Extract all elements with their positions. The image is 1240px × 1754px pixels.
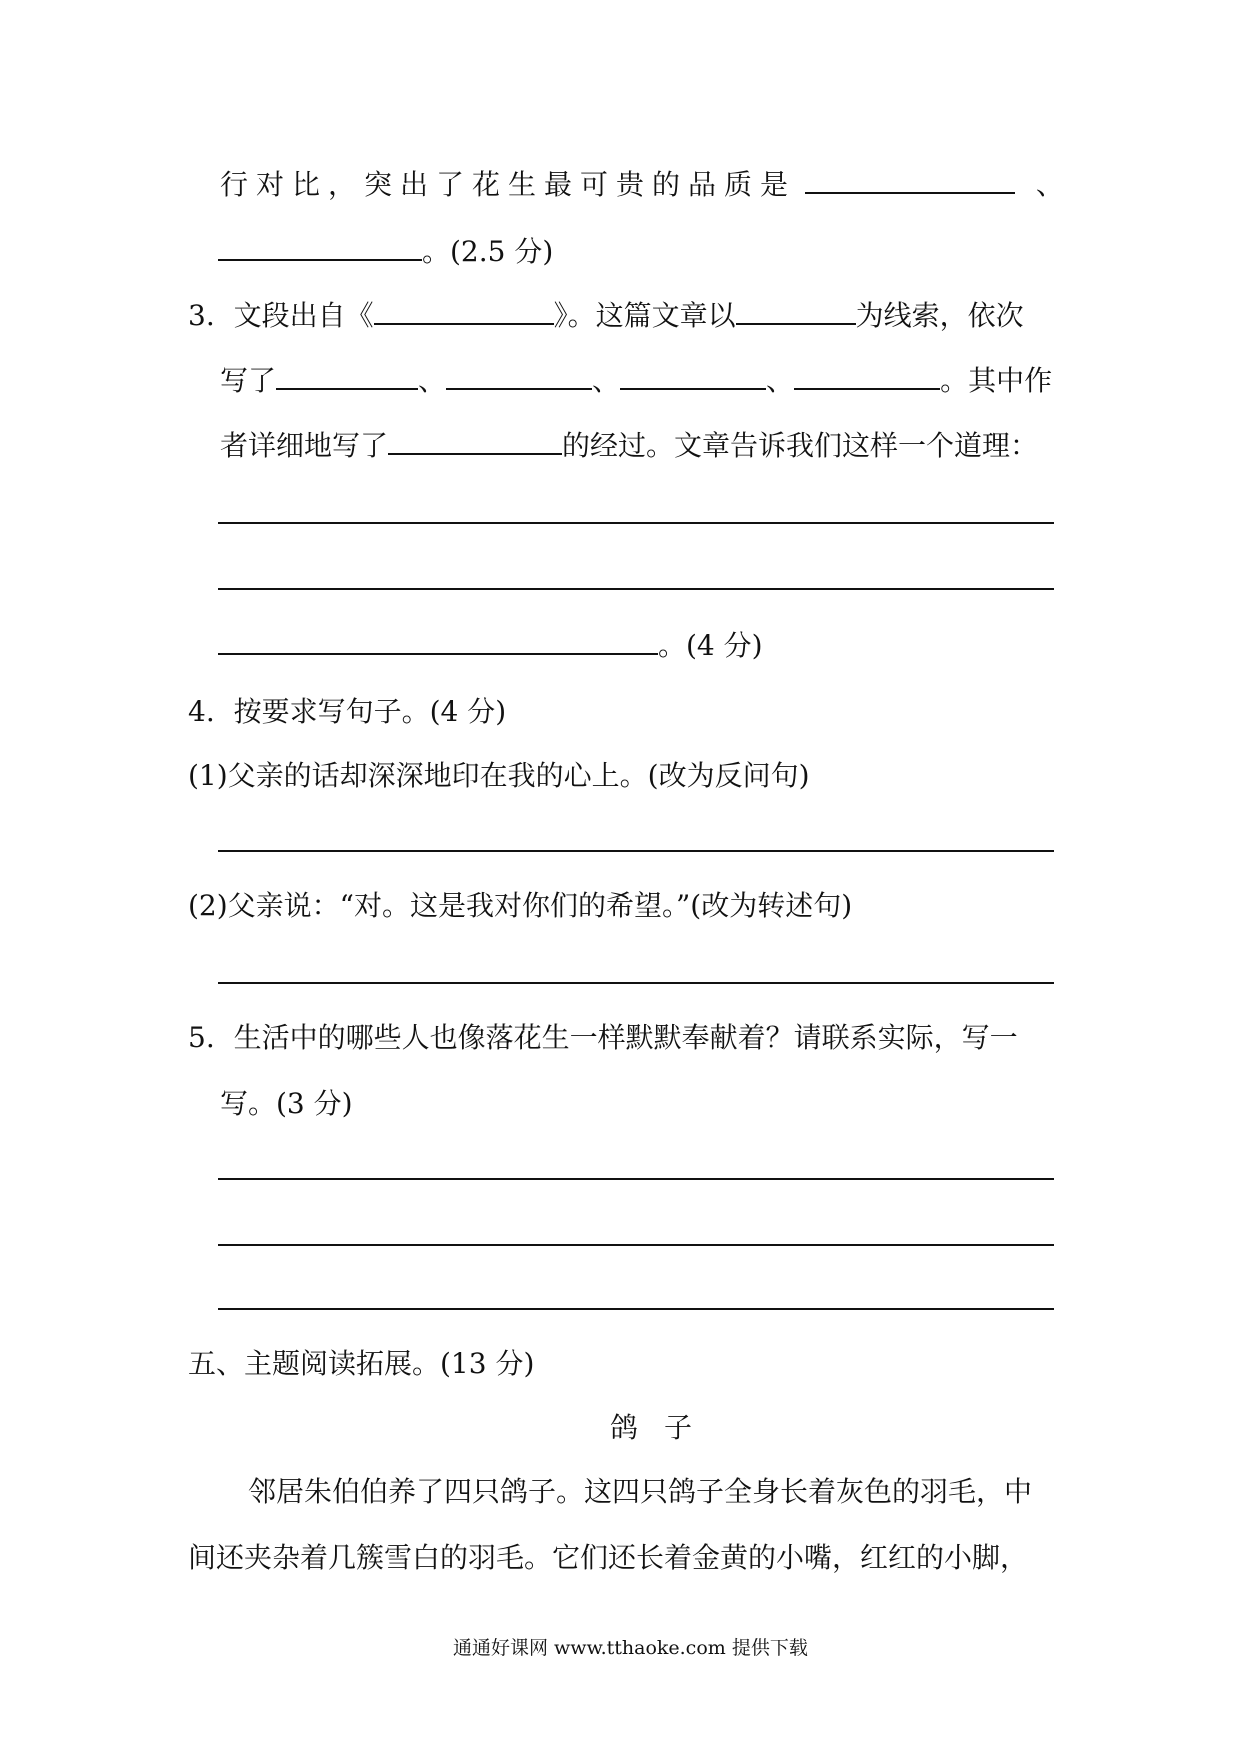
q4-heading [188, 692, 506, 732]
q2-line2 [218, 232, 553, 272]
answer-line[interactable] [218, 1244, 1054, 1246]
q3-line3 [220, 426, 1038, 466]
answer-blank[interactable] [805, 168, 1015, 194]
q2-line1 [220, 165, 1064, 205]
q5-text: 生活中的哪些人也像落花生一样默默奉献着？请联系实际，写一 [233, 1021, 1018, 1054]
answer-blank[interactable] [218, 235, 422, 261]
q3-line1 [188, 296, 1024, 336]
answer-blank[interactable] [374, 299, 554, 325]
passage-paragraph-line1: 邻居朱伯伯养了四只鸽子。这四只鸽子全身长着灰色的羽毛，中 [248, 1475, 1033, 1508]
q4-sentence-2: (2)父亲说：“对。这是我对你们的希望。”(改为转述句) [188, 889, 853, 922]
q5-line1 [188, 1018, 1018, 1058]
answer-blank[interactable] [736, 299, 856, 325]
answer-blank[interactable] [620, 364, 766, 390]
q3-text: 者详细地写了 [220, 429, 389, 462]
q4-title: 按要求写句子。(4 分) [233, 695, 507, 728]
answer-blank[interactable] [388, 429, 562, 455]
passage-paragraph-line2: 间还夹杂着几簇雪白的羽毛。它们还长着金黄的小嘴，红红的小脚， [188, 1541, 1029, 1574]
q3-text: 》。这篇文章以 [553, 299, 736, 332]
answer-blank[interactable] [794, 364, 940, 390]
answer-line[interactable] [218, 982, 1054, 984]
q4-number: 4. [188, 695, 215, 728]
separator: 、 [592, 364, 621, 397]
q3-text: 写了 [220, 364, 277, 397]
q5-line2: 写。(3 分) [220, 1087, 353, 1120]
answer-blank[interactable] [218, 629, 658, 655]
separator: 、 [418, 364, 447, 397]
q3-line2 [220, 361, 1052, 401]
q5-number: 5. [188, 1021, 215, 1054]
answer-blank[interactable] [276, 364, 418, 390]
answer-line[interactable] [218, 1308, 1054, 1310]
answer-blank[interactable] [446, 364, 592, 390]
q4-sentence-1: (1)父亲的话却深深地印在我的心上。(改为反问句) [188, 759, 810, 792]
q3-text: 文段出自《 [233, 299, 374, 332]
answer-line[interactable] [218, 1178, 1054, 1180]
q2-line1-text: 行对比，突出了花生最可贵的品质是 [220, 168, 797, 201]
answer-line[interactable] [218, 588, 1054, 590]
q3-text: 为线索，依次 [855, 299, 1024, 332]
q3-text: 的经过。文章告诉我们这样一个道理： [562, 429, 1039, 462]
answer-line[interactable] [218, 850, 1054, 852]
separator: 、 [1035, 168, 1064, 201]
section-heading: 五、主题阅读拓展。(13 分) [188, 1347, 535, 1380]
footer-credit: 通通好课网 www.tthaoke.com 提供下载 [453, 1637, 808, 1659]
q2-points: 。(2.5 分) [422, 235, 554, 268]
q3-line-end [218, 626, 763, 666]
q3-points: 。(4 分) [658, 629, 763, 662]
separator: 、 [766, 364, 795, 397]
passage-title: 鸽子 [610, 1411, 719, 1444]
answer-line[interactable] [218, 522, 1054, 524]
q3-text: 。其中作 [940, 364, 1053, 397]
q3-number: 3. [188, 299, 215, 332]
